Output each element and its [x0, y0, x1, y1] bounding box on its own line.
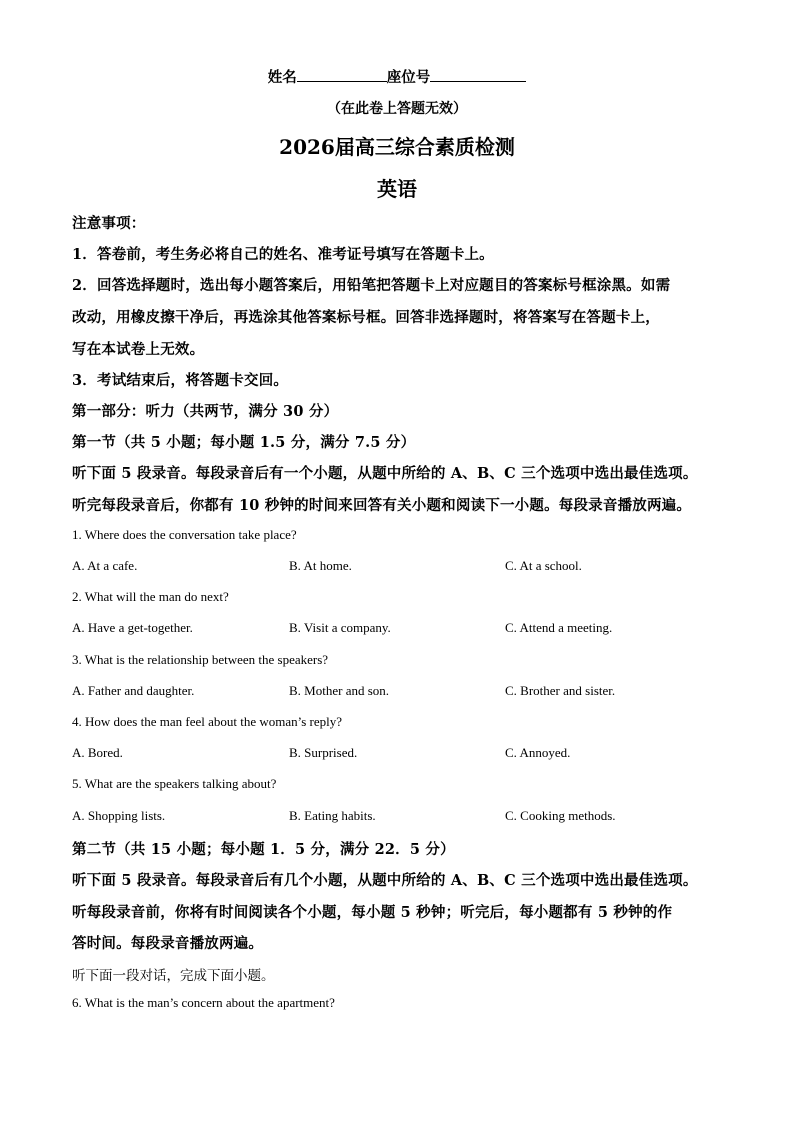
q1-option-a: A. At a cafe.: [72, 558, 138, 573]
q4-option-b: B. Surprised.: [289, 745, 358, 760]
seat-blank: [430, 67, 526, 82]
q2-option-a: A. Have a get-together.: [72, 620, 193, 635]
q1-option-b: B. At home.: [289, 558, 352, 573]
question-1: 1. Where does the conversation take place?: [72, 527, 297, 542]
q4-option-c: C. Annoyed.: [505, 745, 571, 760]
seat-label: 座位号: [386, 69, 431, 86]
question-5: 5. What are the speakers talking about?: [72, 776, 277, 791]
q5-option-c: C. Cooking methods.: [505, 808, 616, 823]
notice-item-2-line-2: 改动，用橡皮擦干净后，再选涂其他答案标号框。回答非选择题时，将答案写在答题卡上，: [72, 309, 660, 326]
q3-option-c: C. Brother and sister.: [505, 683, 616, 698]
notice-item-3: 3．考试结束后，将答题卡交回。: [72, 372, 289, 389]
section1-heading: 第一节（共 5 小题；每小题 1.5 分，满分 7.5 分）: [72, 434, 416, 451]
q2-option-b: B. Visit a company.: [289, 620, 391, 635]
dialogue-instruction: 听下面一段对话，完成下面小题。: [72, 968, 275, 984]
name-blank: [297, 67, 387, 82]
section2-instruction-line-2: 听每段录音前，你将有时间阅读各个小题，每小题 5 秒钟；听完后，每小题都有 5 秒钟的作: [72, 904, 673, 921]
q3-option-a: A. Father and daughter.: [72, 683, 195, 698]
q1-option-c: C. At a school.: [505, 558, 582, 573]
notice-heading: 注意事项：: [72, 215, 146, 232]
question-2: 2. What will the man do next?: [72, 589, 229, 604]
exam-title: 2026届高三综合素质检测: [279, 135, 515, 159]
subject-title: 英语: [377, 177, 417, 201]
section2-instruction-line-3: 答时间。每段录音播放两遍。: [72, 935, 264, 952]
notice-item-2-line-1: 2．回答选择题时，选出每小题答案后，用铅笔把答题卡上对应题目的答案标号框涂黑。如需: [72, 277, 671, 294]
invalid-note: （在此卷上答题无效）: [327, 101, 467, 117]
notice-item-2-line-3: 写在本试卷上无效。: [72, 341, 205, 358]
question-6: 6. What is the man’s concern about the apartment?: [72, 995, 335, 1010]
question-4: 4. How does the man feel about the woman’s reply?: [72, 714, 343, 729]
q3-option-b: B. Mother and son.: [289, 683, 390, 698]
q5-option-a: A. Shopping lists.: [72, 808, 166, 823]
q2-option-c: C. Attend a meeting.: [505, 620, 613, 635]
question-3: 3. What is the relationship between the speakers?: [72, 652, 329, 667]
name-label: 姓名: [267, 69, 297, 86]
q5-option-b: B. Eating habits.: [289, 808, 376, 823]
q4-option-a: A. Bored.: [72, 745, 123, 760]
section2-heading: 第二节（共 15 小题；每小题 1．5 分，满分 22．5 分）: [72, 841, 455, 858]
section2-instruction-line-1: 听下面 5 段录音。每段录音后有几个小题，从题中所给的 A、B、C 三个选项中选出最佳选项。: [72, 872, 698, 889]
notice-item-1: 1．答卷前，考生务必将自己的姓名、准考证号填写在答题卡上。: [72, 246, 494, 263]
name-seat-line: [0, 66, 794, 87]
section1-instruction-line-1: 听下面 5 段录音。每段录音后有一个小题，从题中所给的 A、B、C 三个选项中选出最佳选项。: [72, 465, 698, 482]
part1-heading: 第一部分：听力（共两节，满分 30 分）: [72, 403, 339, 420]
section1-instruction-line-2: 听完每段录音后，你都有 10 秒钟的时间来回答有关小题和阅读下一小题。每段录音播放两遍。: [72, 497, 692, 514]
